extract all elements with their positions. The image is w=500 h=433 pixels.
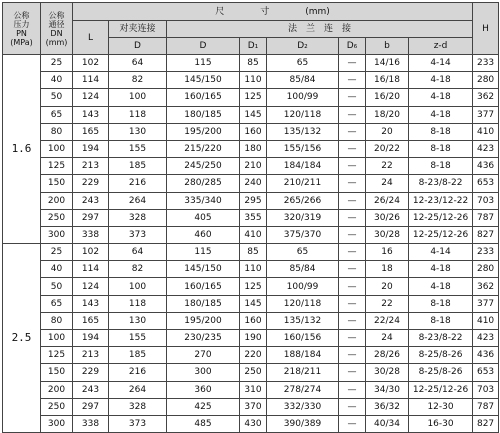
wafer-d-cell: 82: [109, 261, 167, 278]
dn-cell: 25: [41, 244, 73, 261]
d1-cell: 125: [240, 89, 267, 106]
dn-cell: 80: [41, 123, 73, 140]
wafer-d-cell: 64: [109, 244, 167, 261]
wafer-d-cell: 118: [109, 295, 167, 312]
d6-cell: —: [339, 278, 366, 295]
table-row: [3, 244, 499, 261]
z-d-cell: 8-18: [409, 123, 473, 140]
d2-cell: 188/184: [267, 347, 339, 364]
d6-cell: —: [339, 261, 366, 278]
b-cell: 36/32: [366, 398, 409, 415]
wafer-d-cell: 216: [109, 175, 167, 192]
z-d-cell: 4-18: [409, 106, 473, 123]
wafer-connection-header: 对夹连接: [109, 21, 167, 38]
table-row: [3, 330, 499, 347]
table-row: [3, 364, 499, 381]
flange-d-cell: 425: [167, 398, 240, 415]
d2-cell: 120/118: [267, 106, 339, 123]
l-cell: 338: [73, 415, 109, 432]
d1-cell: 310: [240, 381, 267, 398]
b-cell: 14/16: [366, 55, 409, 72]
dn-cell: 250: [41, 209, 73, 226]
h-cell: 787: [473, 209, 499, 226]
flange-d-cell: 160/165: [167, 89, 240, 106]
d1-cell: 160: [240, 312, 267, 329]
h-cell: 377: [473, 106, 499, 123]
z-d-cell: 4-14: [409, 55, 473, 72]
h-cell: 377: [473, 295, 499, 312]
wafer-d-cell: 328: [109, 398, 167, 415]
l-cell: 297: [73, 209, 109, 226]
d1-cell: 295: [240, 192, 267, 209]
pn-value-cell: 1.6: [3, 55, 41, 244]
l-cell: 143: [73, 106, 109, 123]
table-row: [3, 158, 499, 175]
flange-d-cell: 195/200: [167, 123, 240, 140]
wafer-d-cell: 100: [109, 278, 167, 295]
flange-d-cell: 245/250: [167, 158, 240, 175]
table-row: [3, 209, 499, 226]
flange-connection-header: 法 兰 连 接: [167, 21, 473, 38]
b-cell: 24: [366, 175, 409, 192]
d6-cell: —: [339, 244, 366, 261]
z-d-cell: 8-18: [409, 312, 473, 329]
z-d-cell: 4-18: [409, 261, 473, 278]
l-cell: 194: [73, 330, 109, 347]
flange-d-cell: 270: [167, 347, 240, 364]
table-row: [3, 381, 499, 398]
dn-cell: 300: [41, 226, 73, 243]
pn-header: 公称 压力 PN (MPa): [3, 3, 41, 55]
table-row: [3, 89, 499, 106]
table-row: [3, 226, 499, 243]
wafer-d-cell: 373: [109, 415, 167, 432]
d2-cell: 85/84: [267, 72, 339, 89]
flange-d-cell: 230/235: [167, 330, 240, 347]
b-cell: 28/26: [366, 347, 409, 364]
d6-cell: —: [339, 55, 366, 72]
wafer-d-cell: 100: [109, 89, 167, 106]
d1-cell: 160: [240, 123, 267, 140]
b-cell: 20/22: [366, 140, 409, 157]
flange-d-cell: 335/340: [167, 192, 240, 209]
wafer-d-cell: 185: [109, 347, 167, 364]
d6-cell: —: [339, 347, 366, 364]
flange-d-cell: 145/150: [167, 261, 240, 278]
table-row: [3, 123, 499, 140]
d2-cell: 120/118: [267, 295, 339, 312]
wafer-d-cell: 373: [109, 226, 167, 243]
wafer-d-cell: 185: [109, 158, 167, 175]
d6-cell: —: [339, 140, 366, 157]
d2-cell: 65: [267, 55, 339, 72]
d6-cell: —: [339, 106, 366, 123]
d1-cell: 430: [240, 415, 267, 432]
dn-cell: 65: [41, 106, 73, 123]
dn-cell: 150: [41, 175, 73, 192]
size-header: 尺 寸 (mm): [73, 3, 473, 21]
dn-cell: 125: [41, 347, 73, 364]
dn-cell: 250: [41, 398, 73, 415]
dn-cell: 200: [41, 192, 73, 209]
z-d-cell: 12-25/12-26: [409, 209, 473, 226]
l-cell: 102: [73, 244, 109, 261]
table-row: [3, 312, 499, 329]
d6-cell: —: [339, 330, 366, 347]
dn-cell: 300: [41, 415, 73, 432]
d2-cell: 375/370: [267, 226, 339, 243]
h-cell: 423: [473, 330, 499, 347]
pn-value-cell: 2.5: [3, 244, 41, 433]
table-row: [3, 295, 499, 312]
b-cell: 30/28: [366, 364, 409, 381]
wafer-d-cell: 155: [109, 140, 167, 157]
l-cell: 338: [73, 226, 109, 243]
dn-cell: 50: [41, 89, 73, 106]
z-d-cell: 4-14: [409, 244, 473, 261]
l-cell: 114: [73, 72, 109, 89]
wafer-d-cell: 118: [109, 106, 167, 123]
wafer-d-cell: 130: [109, 123, 167, 140]
d6-cell: —: [339, 226, 366, 243]
d2-cell: 85/84: [267, 261, 339, 278]
z-d-cell: 12-25/12-26: [409, 381, 473, 398]
wafer-d-cell: 130: [109, 312, 167, 329]
col-header-d1: D₁: [240, 38, 267, 55]
z-d-cell: 8-18: [409, 158, 473, 175]
table-row: [3, 415, 499, 432]
wafer-d-cell: 328: [109, 209, 167, 226]
b-cell: 30/28: [366, 226, 409, 243]
d1-cell: 145: [240, 295, 267, 312]
d1-cell: 190: [240, 330, 267, 347]
b-cell: 24: [366, 330, 409, 347]
b-cell: 22/24: [366, 312, 409, 329]
col-header-d2: D₂: [267, 38, 339, 55]
l-cell: 102: [73, 55, 109, 72]
h-cell: 827: [473, 415, 499, 432]
flange-d-cell: 145/150: [167, 72, 240, 89]
z-d-cell: 8-25/8-26: [409, 364, 473, 381]
d2-cell: 265/266: [267, 192, 339, 209]
d6-cell: —: [339, 175, 366, 192]
d2-cell: 100/99: [267, 278, 339, 295]
b-cell: 18: [366, 261, 409, 278]
b-cell: 16: [366, 244, 409, 261]
d2-cell: 100/99: [267, 89, 339, 106]
l-cell: 124: [73, 278, 109, 295]
l-cell: 243: [73, 381, 109, 398]
d1-cell: 410: [240, 226, 267, 243]
d6-cell: —: [339, 364, 366, 381]
h-header: H: [473, 3, 499, 55]
dn-cell: 200: [41, 381, 73, 398]
d2-cell: 155/156: [267, 140, 339, 157]
h-cell: 787: [473, 398, 499, 415]
dn-cell: 65: [41, 295, 73, 312]
b-cell: 40/34: [366, 415, 409, 432]
table-row: [3, 72, 499, 89]
l-cell: 297: [73, 398, 109, 415]
table-row: [3, 347, 499, 364]
table-row: [3, 106, 499, 123]
d6-cell: —: [339, 209, 366, 226]
flange-d-cell: 115: [167, 244, 240, 261]
d1-cell: 110: [240, 261, 267, 278]
z-d-cell: 4-18: [409, 72, 473, 89]
d6-cell: —: [339, 415, 366, 432]
d1-cell: 110: [240, 72, 267, 89]
d1-cell: 210: [240, 158, 267, 175]
d6-cell: —: [339, 192, 366, 209]
h-cell: 233: [473, 55, 499, 72]
l-cell: 114: [73, 261, 109, 278]
h-cell: 703: [473, 381, 499, 398]
d1-cell: 180: [240, 140, 267, 157]
d2-cell: 390/389: [267, 415, 339, 432]
flange-d-cell: 115: [167, 55, 240, 72]
b-cell: 26/24: [366, 192, 409, 209]
z-d-cell: 8-23/8-22: [409, 175, 473, 192]
flange-d-cell: 160/165: [167, 278, 240, 295]
d1-cell: 125: [240, 278, 267, 295]
b-cell: 30/26: [366, 209, 409, 226]
z-d-cell: 12-30: [409, 398, 473, 415]
flange-d-cell: 215/220: [167, 140, 240, 157]
flange-d-cell: 485: [167, 415, 240, 432]
l-cell: 243: [73, 192, 109, 209]
l-cell: 124: [73, 89, 109, 106]
table-row: [3, 175, 499, 192]
d2-cell: 218/211: [267, 364, 339, 381]
d6-cell: —: [339, 158, 366, 175]
flange-d-cell: 180/185: [167, 295, 240, 312]
d1-cell: 220: [240, 347, 267, 364]
d1-cell: 250: [240, 364, 267, 381]
h-cell: 423: [473, 140, 499, 157]
valve-dimension-table: [2, 2, 499, 433]
d1-cell: 85: [240, 244, 267, 261]
wafer-d-cell: 155: [109, 330, 167, 347]
l-cell: 165: [73, 123, 109, 140]
dn-header: 公称 通径 DN (mm): [41, 3, 73, 55]
d1-cell: 145: [240, 106, 267, 123]
dn-cell: 80: [41, 312, 73, 329]
d2-cell: 135/132: [267, 123, 339, 140]
h-cell: 362: [473, 278, 499, 295]
z-d-cell: 4-18: [409, 89, 473, 106]
flange-d-cell: 195/200: [167, 312, 240, 329]
l-cell: 194: [73, 140, 109, 157]
col-header-wafer-d: D: [109, 38, 167, 55]
d6-cell: —: [339, 398, 366, 415]
l-cell: 213: [73, 347, 109, 364]
d2-cell: 320/319: [267, 209, 339, 226]
d2-cell: 135/132: [267, 312, 339, 329]
z-d-cell: 8-18: [409, 140, 473, 157]
b-cell: 16/18: [366, 72, 409, 89]
d6-cell: —: [339, 381, 366, 398]
flange-d-cell: 460: [167, 226, 240, 243]
wafer-d-cell: 264: [109, 192, 167, 209]
wafer-d-cell: 64: [109, 55, 167, 72]
dn-cell: 50: [41, 278, 73, 295]
table-row: [3, 278, 499, 295]
dn-cell: 125: [41, 158, 73, 175]
h-cell: 233: [473, 244, 499, 261]
h-cell: 703: [473, 192, 499, 209]
b-cell: 20: [366, 123, 409, 140]
l-cell: 213: [73, 158, 109, 175]
wafer-d-cell: 264: [109, 381, 167, 398]
d2-cell: 210/211: [267, 175, 339, 192]
flange-d-cell: 280/285: [167, 175, 240, 192]
b-cell: 34/30: [366, 381, 409, 398]
d6-cell: —: [339, 312, 366, 329]
d2-cell: 184/184: [267, 158, 339, 175]
l-cell: 229: [73, 364, 109, 381]
b-cell: 22: [366, 158, 409, 175]
wafer-d-cell: 82: [109, 72, 167, 89]
col-header-z-d: z-d: [409, 38, 473, 55]
dn-cell: 25: [41, 55, 73, 72]
d2-cell: 278/274: [267, 381, 339, 398]
h-cell: 653: [473, 175, 499, 192]
col-header-b: b: [366, 38, 409, 55]
dn-cell: 100: [41, 140, 73, 157]
h-cell: 436: [473, 158, 499, 175]
l-cell: 165: [73, 312, 109, 329]
z-d-cell: 12-23/12-22: [409, 192, 473, 209]
l-header: L: [73, 21, 109, 55]
d1-cell: 370: [240, 398, 267, 415]
d6-cell: —: [339, 123, 366, 140]
flange-d-cell: 360: [167, 381, 240, 398]
d2-cell: 332/330: [267, 398, 339, 415]
flange-d-cell: 180/185: [167, 106, 240, 123]
col-header-d6: D₆: [339, 38, 366, 55]
table-row: [3, 55, 499, 72]
z-d-cell: 16-30: [409, 415, 473, 432]
flange-d-cell: 300: [167, 364, 240, 381]
z-d-cell: 8-25/8-26: [409, 347, 473, 364]
wafer-d-cell: 216: [109, 364, 167, 381]
l-cell: 143: [73, 295, 109, 312]
d6-cell: —: [339, 295, 366, 312]
h-cell: 653: [473, 364, 499, 381]
d6-cell: —: [339, 89, 366, 106]
table-row: [3, 398, 499, 415]
spec-table-container: [2, 2, 498, 430]
h-cell: 827: [473, 226, 499, 243]
table-row: [3, 192, 499, 209]
d1-cell: 240: [240, 175, 267, 192]
dn-cell: 150: [41, 364, 73, 381]
dn-cell: 40: [41, 72, 73, 89]
h-cell: 362: [473, 89, 499, 106]
z-d-cell: 8-18: [409, 295, 473, 312]
z-d-cell: 8-23/8-22: [409, 330, 473, 347]
b-cell: 18/20: [366, 106, 409, 123]
h-cell: 280: [473, 72, 499, 89]
d6-cell: —: [339, 72, 366, 89]
dn-cell: 40: [41, 261, 73, 278]
dn-cell: 100: [41, 330, 73, 347]
z-d-cell: 4-18: [409, 278, 473, 295]
h-cell: 436: [473, 347, 499, 364]
h-cell: 410: [473, 312, 499, 329]
z-d-cell: 12-25/12-26: [409, 226, 473, 243]
h-cell: 280: [473, 261, 499, 278]
d1-cell: 85: [240, 55, 267, 72]
h-cell: 410: [473, 123, 499, 140]
d2-cell: 65: [267, 244, 339, 261]
table-row: [3, 140, 499, 157]
table-row: [3, 261, 499, 278]
flange-d-cell: 405: [167, 209, 240, 226]
d1-cell: 355: [240, 209, 267, 226]
b-cell: 16/20: [366, 89, 409, 106]
b-cell: 20: [366, 278, 409, 295]
col-header-flange-d: D: [167, 38, 240, 55]
d2-cell: 160/156: [267, 330, 339, 347]
b-cell: 22: [366, 295, 409, 312]
l-cell: 229: [73, 175, 109, 192]
